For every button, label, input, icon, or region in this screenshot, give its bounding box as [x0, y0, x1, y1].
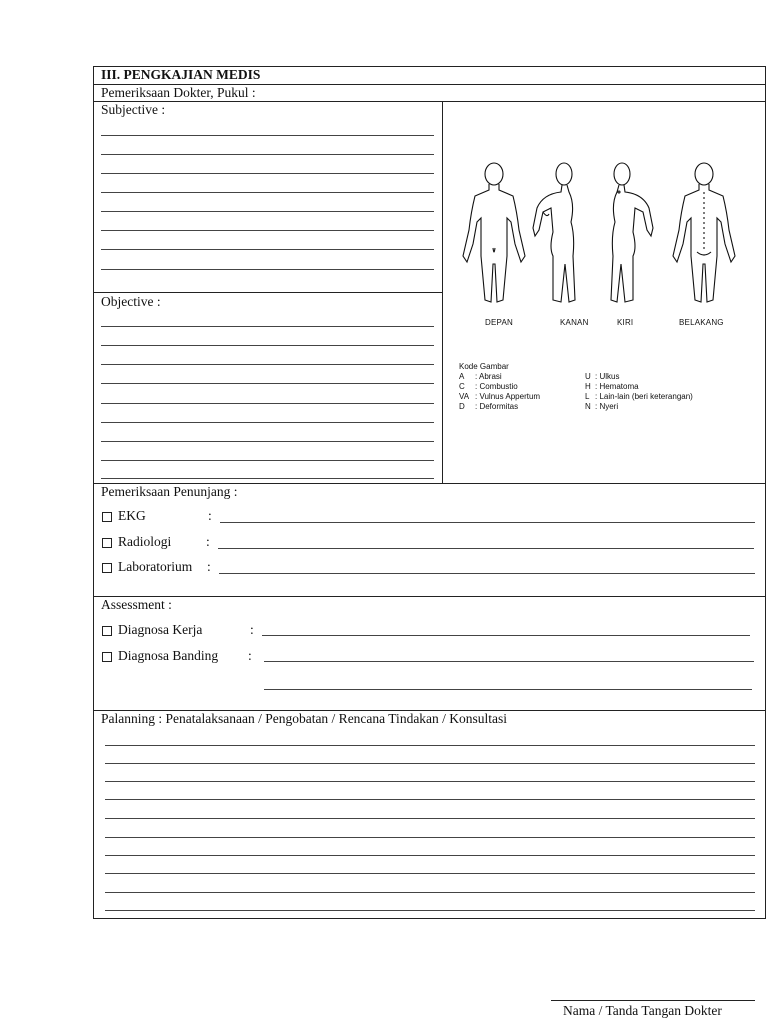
radiologi-line[interactable]	[218, 548, 754, 549]
laboratorium-checkbox[interactable]	[102, 563, 112, 573]
diagnosa-banding-line-2[interactable]	[264, 689, 752, 690]
legend-code: L	[585, 392, 590, 401]
legend-text: : Lain-lain (beri keterangan)	[595, 392, 693, 401]
divider	[94, 596, 765, 597]
legend-text: : Deformitas	[475, 402, 519, 411]
view-label-right: KANAN	[560, 318, 589, 327]
diagnosa-banding-line[interactable]	[264, 661, 754, 662]
diagnosa-banding-colon: :	[248, 648, 252, 663]
legend-code: A	[459, 372, 465, 381]
legend-code: H	[585, 382, 591, 391]
assessment-label: Assessment :	[101, 597, 172, 612]
legend-code: U	[585, 372, 591, 381]
view-label-left: KIRI	[617, 318, 634, 327]
diagnosa-kerja-label: Diagnosa Kerja	[118, 622, 203, 637]
diagnosa-banding-checkbox[interactable]	[102, 652, 112, 662]
laboratorium-colon: :	[207, 559, 211, 574]
radiologi-checkbox[interactable]	[102, 538, 112, 548]
diagnosa-kerja-colon: :	[250, 622, 254, 637]
legend-code: N	[585, 402, 591, 411]
diagnosa-kerja-checkbox[interactable]	[102, 626, 112, 636]
legend-text: : Nyeri	[595, 402, 619, 411]
objective-label: Objective :	[101, 294, 161, 309]
body-chart[interactable]	[449, 152, 749, 411]
body-back-icon	[673, 163, 735, 302]
laboratorium-line[interactable]	[219, 573, 755, 574]
divider	[94, 292, 442, 293]
diagnosa-banding-label: Diagnosa Banding	[118, 648, 219, 663]
divider	[94, 101, 765, 102]
laboratorium-label: Laboratorium	[118, 559, 193, 574]
legend-text: : Abrasi	[475, 372, 502, 381]
view-label-back: BELAKANG	[679, 318, 724, 327]
diagnosa-kerja-line[interactable]	[262, 635, 750, 636]
legend-code: C	[459, 382, 465, 391]
column-divider	[442, 101, 443, 483]
ekg-line[interactable]	[220, 522, 755, 523]
signature-line[interactable]	[551, 1000, 755, 1001]
legend-code: VA	[459, 392, 470, 401]
view-label-front: DEPAN	[485, 318, 513, 327]
section-title: III. PENGKAJIAN MEDIS	[101, 67, 261, 82]
legend-text: : Hematoma	[595, 382, 639, 391]
body-left-icon	[611, 163, 653, 302]
legend-text: : Vulnus Appertum	[475, 392, 541, 401]
exam-time-label: Pemeriksaan Dokter, Pukul :	[101, 85, 256, 100]
radiologi-label: Radiologi	[118, 534, 172, 549]
ekg-checkbox[interactable]	[102, 512, 112, 522]
subjective-label: Subjective :	[101, 102, 166, 117]
body-front-icon	[463, 163, 525, 302]
ekg-label: EKG	[118, 508, 146, 523]
penunjang-label: Pemeriksaan Penunjang :	[101, 484, 238, 499]
body-right-icon	[533, 163, 575, 302]
signature-label: Nama / Tanda Tangan Dokter	[563, 1003, 722, 1018]
legend-code: D	[459, 402, 465, 411]
ekg-colon: :	[208, 508, 212, 523]
medical-assessment-form	[93, 66, 766, 919]
legend-text: : Combustio	[475, 382, 518, 391]
radiologi-colon: :	[206, 534, 210, 549]
body-figures-image	[449, 152, 749, 312]
legend-title: Kode Gambar	[459, 362, 509, 371]
planning-label: Palanning : Penatalaksanaan / Pengobatan / Rencana Tindakan / Konsultasi	[101, 711, 508, 726]
legend-text: : Ulkus	[595, 372, 620, 381]
